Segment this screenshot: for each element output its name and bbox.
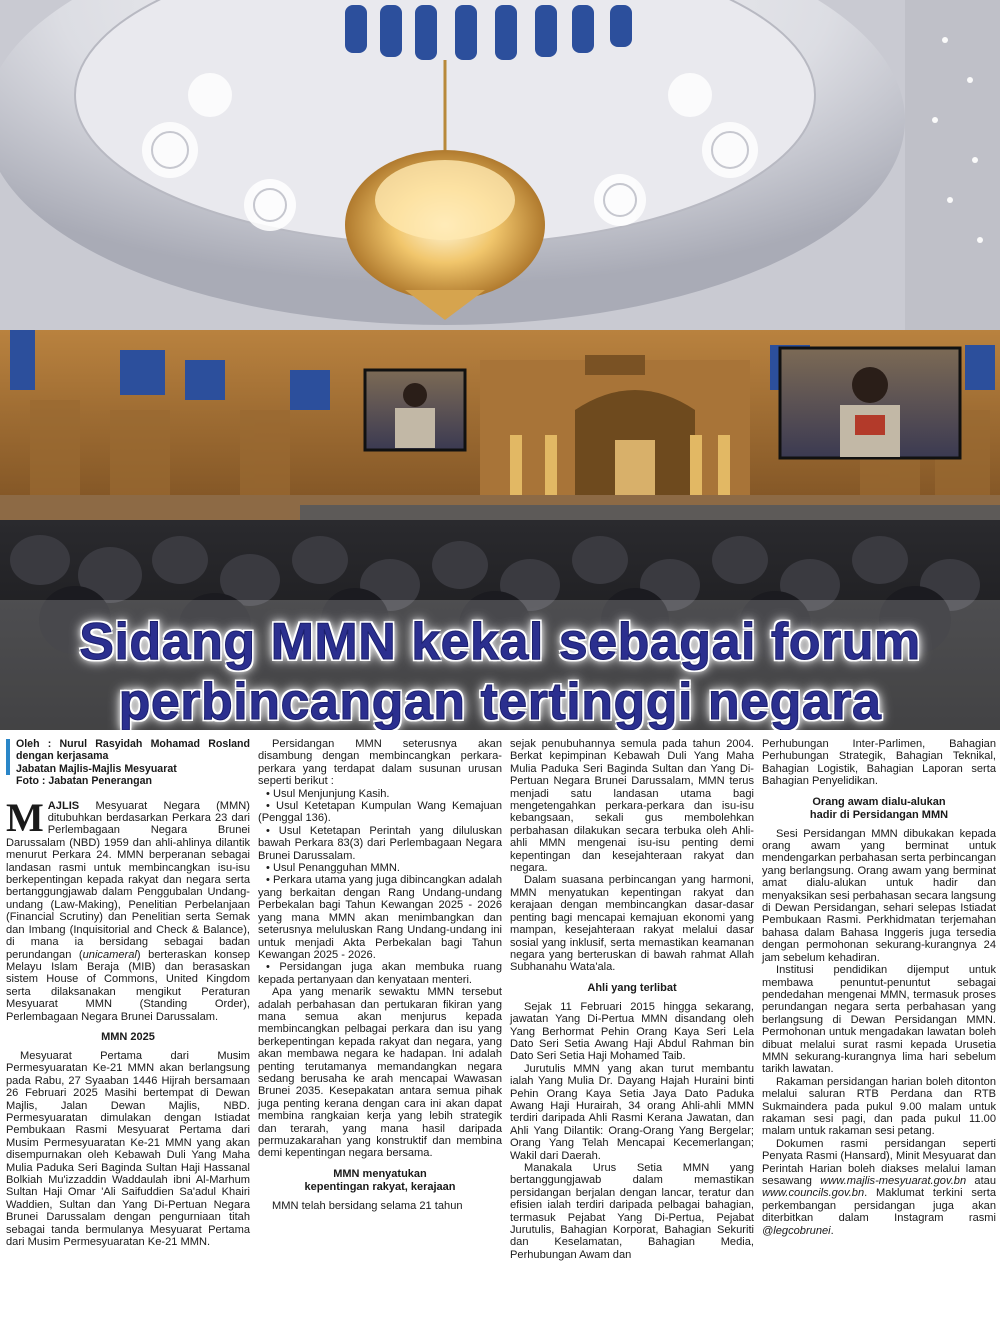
subheading: Orang awam dialu-alukan hadir di Persidangan MMN <box>809 795 949 821</box>
website-link-councils[interactable]: www.councils.gov.bn <box>762 1187 865 1200</box>
paragraph: Persidangan MMN seterusnya akan disambung dengan membincangkan perkara-perkara yang terdapat dalam susunan urusan seperti berikut : <box>258 738 502 788</box>
paragraph: Dalam suasana perbincangan yang harmoni, MMN menyatukan kepentingan rakyat dan kerajaan dengan membincangkan dasar-dasar penting bagi mencapai kemajuan ekonomi yang mampan, kesejahteraan rakyat melalui dasar sosial yang inklusif, serta memastikan keamanan negara yang berteruskan di bawah rahmat Allah Subhanahu Wata'ala. <box>510 874 754 974</box>
paragraph: Apa yang menarik sewaktu MMN tersebut adalah perbahasan dan pertukaran fikiran yang mana semua akan menjurus kepada membincangkan pelbagai perkara dan isu yang berkepentingan kepada rakyat dan negara, yang akan membawa negara ke hadapan. Ini adalah penting terutamanya memandangkan negara sedang berusaha ke arah mencapai Wawasan Brunei 2035. Kesepakatan antara semua pihak juga penting kerana dengan cara ini akan dapat membina rangkaian kerja yang lebih strategik dan terarah, yang mana hasil daripada permuzakarahan yang konstruktif dan membina demi kepentingan negara bersama. <box>258 986 502 1160</box>
byline-dept: Jabatan Majlis-Majlis Mesyuarat <box>16 762 177 775</box>
instagram-handle[interactable]: @legcobrunei <box>762 1224 831 1237</box>
bullet-item: • Usul Menjunjung Kasih. <box>266 787 390 800</box>
byline-author: Oleh : Nurul Rasyidah Mohamad Rosland dengan kerjasama <box>16 738 250 763</box>
bullet-item: • Usul Ketetapan Perintah yang diluluskan bawah Perkara 83(3) dari Perlembagaan Negara Brunei Darussalam. <box>258 824 502 862</box>
paragraph: Sesi Persidangan MMN dibukakan kepada orang awam yang berminat untuk mendengarkan perbahasan serta perbincangan yang berlangsung. Orang awam yang berminat amat dialu-alukan untuk hadir dan menyaksikan sesi perbahasan secara langsung di Dewan Persidangan, sehari selepas Istiadat Pembukaan Rasmi. Perkhidmatan terjemahan bahasa dalam Bahasa Inggeris juga tersedia dengan permohonan sekurang-kurangnya 24 jam sebelum kehadiran. <box>762 827 996 964</box>
paragraph: sejak penubuhannya semula pada tahun 2004. Berkat kepimpinan Kebawah Duli Yang Maha Mulia Paduka Seri Baginda Sultan dan Yang Di-Pertuan Negara Brunei Darussalam, MMN terus menjadi satu landasan utama bagi mengetengahkan perkara-perkara dan isu-isu kebangsaan, sekali gus membolehkan perbahasan dilakukan secara terbuka oleh Ahli-ahli MMN mengenai isu-isu penting demi kepentingan dan kesejahteraan rakyat dan negara. <box>510 738 754 875</box>
paragraph: Manakala Urus Setia MMN yang bertanggungjawab dalam memastikan persidangan berjalan dengan lancar, teratur dan efisien ialah terdiri daripada pelbagai bahagian, termasuk Pejabat Yang Di-Pertua, Pejabat Jurutulis, Bahagian Korporat, Bahagian Sekuriti dan Keselamatan, Bahagian Media, Perhubungan Awam dan <box>510 1162 754 1261</box>
bullet-item: • Usul Ketetapan Kumpulan Wang Kemajuan (Penggal 136). <box>258 800 502 825</box>
column-2 <box>258 738 502 1212</box>
byline <box>6 738 250 788</box>
bullet-item: • Persidangan juga akan membuka ruang kepada pertanyaan dan kenyataan menteri. <box>258 961 502 986</box>
headline-line-2: perbincangan tertinggi negara <box>118 673 882 730</box>
subheading: Ahli yang terlibat <box>587 981 677 994</box>
column-3 <box>510 738 754 1261</box>
paragraph: Jurutulis MMN yang akan turut membantu ialah Yang Mulia Dr. Dayang Hajah Huraini binti Pehin Orang Kaya Setia Jaya Dato Paduka Awang Haji Hurairah, 34 orang Ahli-ahli MMN terdiri daripada Ahli Rasmi Kerana Jawatan, dan Ahli Yang Dilantik: Orang-Orang Yang Bergelar; Orang Yang Telah Mencapai Kecemerlangan; Wakil dari Daerah. <box>510 1062 754 1162</box>
column-1 <box>6 738 250 1248</box>
drop-cap: M <box>6 794 44 840</box>
paragraph: Mesyuarat Pertama dari Musim Permesyuaratan Ke-21 MMN akan berlangsung pada Rabu, 27 Syaaban 1446 Hijrah bersamaan 26 Februari 2025 Masihi bertempat di Dewan Majlis, Jalan Dewan Majlis, NBD. Permesyuaratan dimulakan dengan Istiadat Pembukaan Rasmi Mesyuarat Pertama dari Musim Permesyuaratan Ke-21 MMN yang akan disempurnakan oleh Kebawah Duli Yang Maha Mulia Paduka Seri Baginda Sultan Haji Hassanal Bolkiah Mu'izzaddin Waddaulah ibni Al-Marhum Sultan Haji Omar 'Ali Saifuddien Sa'adul Khairi Waddien, Sultan dan Yang Di-Pertuan Negara Brunei Darussalam dengan pengurniaan titah sebagai tanda bermulanya Mesyuarat Pertama dari Musim Permesyuaratan Ke-21 MMN. <box>6 1049 250 1249</box>
paragraph: Institusi pendidikan dijemput untuk membawa penuntut-penuntut sebagai pendedahan mengenai MMN, termasuk proses perundangan negara serta perbahasan yang berlangsung di Dewan Persidangan MMN. Permohonan untuk mengadakan lawatan boleh dibuat melalui surat rasmi kepada Urusetia MMN sekurang-kurangnya lima hari sebelum tarikh lawatan. <box>762 964 996 1076</box>
website-link-majlis[interactable]: www.majlis-mesyuarat.gov.bn <box>820 1175 967 1187</box>
bullet-item: • Perkara utama yang juga dibincangkan adalah yang berkaitan dengan Rang Undang-undang Perbekalan bagi Tahun Kewangan 2025 - 2026 yang mana MMN akan menimbangkan dan seterusnya meluluskan Rang Undang-undang ini untuk menjadi Akta Perbekalan bagi Tahun Kewangan 2025 - 2026. <box>258 874 502 961</box>
paragraph: MMN telah bersidang selama 21 tahun <box>272 1199 463 1212</box>
article-body <box>0 738 1000 1330</box>
paragraph: Rakaman persidangan harian boleh ditonton melalui saluran RTB Perdana dan RTB Sukmaindera pada pukul 9.00 malam untuk rakaman sesi pagi, dan pada pukul 11.00 malam untuk rakaman sesi petang. <box>762 1075 996 1138</box>
column-4 <box>762 738 996 1237</box>
paragraph: Dokumen rasmi persidangan seperti Penyata Rasmi (Hansard), Minit Mesyuarat dan Perintah Harian boleh diakses melalui laman sesawang www.majlis-mesyuarat.gov.bn atau www.councils.gov.bn. Maklumat terkini serta perkembangan persidangan juga akan diterbitkan dalam Instagram rasmi @legcobrunei. <box>762 1137 996 1237</box>
subheading: MMN menyatukan kepentingan rakyat, kerajaan <box>304 1167 456 1193</box>
headline-line-1: Sidang MMN kekal sebagai forum <box>79 613 921 671</box>
bullet-item: • Usul Penangguhan MMN. <box>266 862 400 875</box>
paragraph: MAJLIS Mesyuarat Negara (MMN) ditubuhkan berdasarkan Perkara 23 dari Perlembagaan Negara Brunei Darussalam (NBD) 1959 dan ahli-ahlinya dilantik menurut Perkara 24. MMN berperanan sebagai landasan rasmi untuk membincangkan isu-isu berkepentingan kepada rakyat dan negara serta bertanggungjawab dalam Penggubalan Undang-undang (Law-Making), Penelitian Perbelanjaan (Financial Scrutiny) dan Penelitian serta Semak dan Imbang (Inquisitorial and Check & Balance), di mana ia bersidang sebagai badan perundangan (unicameral) berteraskan konsep Melayu Islam Beraja (MIB) dan berasaskan sistem House of Commons, United Kingdom serta dilaksanakan mengikut Peraturan Mesyuarat MMN (Standing Order), Perlembagaan Negara Brunei Darussalam. <box>6 794 251 1023</box>
byline-photo-credit: Foto : Jabatan Penerangan <box>16 775 152 788</box>
paragraph: Perhubungan Inter-Parlimen, Bahagian Perhubungan Strategik, Bahagian Teknikal, Bahagian Logistik, Bahagian Laporan serta Bahagian Penyelidikan. <box>762 738 996 788</box>
subheading: MMN 2025 <box>101 1030 155 1043</box>
paragraph: Sejak 11 Februari 2015 hingga sekarang, jawatan Yang Di-Pertua MMN disandang oleh Yang Berhormat Pehin Orang Kaya Seri Lela Dato Seri Setia Awang Haji Abdul Rahman bin Dato Seri Setia Haji Mohamed Taib. <box>510 1000 754 1063</box>
article-headline <box>0 612 1000 730</box>
